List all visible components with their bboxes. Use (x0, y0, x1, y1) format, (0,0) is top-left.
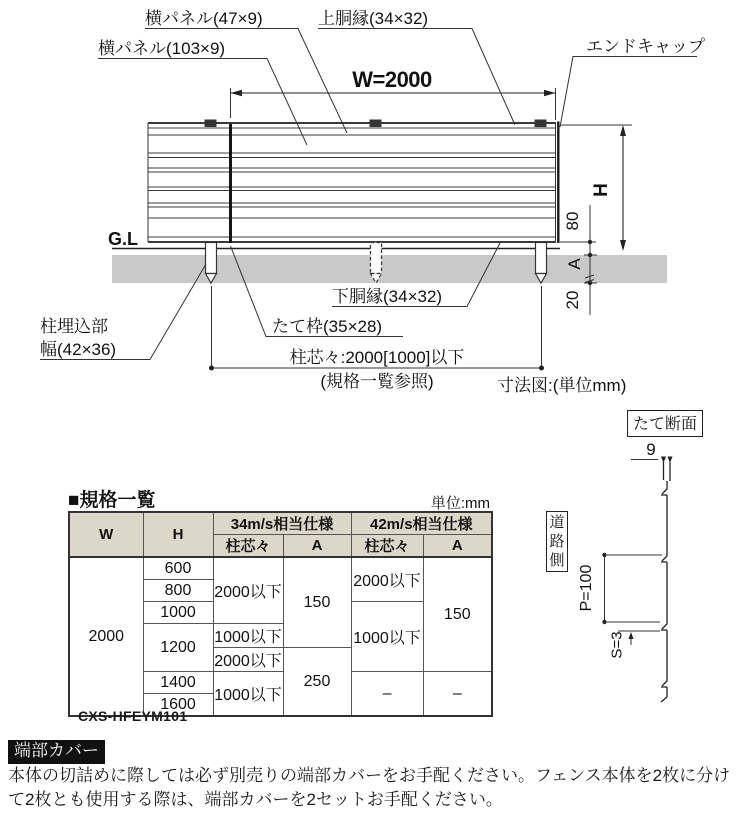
spec-cell: 2000以下 (213, 648, 283, 672)
spec-table (68, 511, 493, 717)
spec-cell: 2000以下 (213, 557, 283, 624)
spec-row (69, 512, 492, 535)
spec-cell: 1200 (143, 624, 213, 672)
road-side-box: 道路側 (546, 511, 568, 572)
spec-cell: W (69, 512, 143, 557)
spec-cell: H (143, 512, 213, 557)
height-dimension (560, 125, 632, 315)
post-pitch-label: 柱芯々:2000[1000]以下 (289, 348, 465, 367)
spec-cell: 1000以下 (213, 624, 283, 648)
note-badge: 端部カバー (8, 740, 105, 764)
unit-note: 寸法図:(単位mm) (497, 376, 627, 395)
section-title: たて断面 (633, 416, 698, 433)
h-dim-label: H (591, 183, 612, 197)
end-cover-note (8, 740, 738, 811)
panel103-label: 横パネル(103×9) (98, 39, 226, 58)
fence-panels (148, 123, 556, 242)
spec-cell: 1000以下 (351, 602, 423, 672)
section-pitch-label: P=100 (578, 564, 595, 612)
spec-cell: 800 (143, 580, 213, 602)
post-embed-label-2: 幅(42×36) (40, 340, 117, 359)
vertical-frame-label: たて枠(35×28) (272, 317, 383, 336)
spec-cell: 2000以下 (351, 557, 423, 602)
spec-cell: 柱芯々 (213, 535, 283, 558)
spec-cell: – (423, 672, 492, 717)
spec-cell: 1000 (143, 602, 213, 624)
spec-cell: 1000以下 (213, 672, 283, 717)
spec-cell: 2000 (69, 557, 143, 716)
top-rail-label: 上胴縁(34×32) (318, 9, 429, 28)
spec-cell: 34m/s相当仕様 (213, 512, 351, 535)
post-pitch-note: (規格一覧参照) (320, 372, 434, 391)
spec-cell: 250 (283, 648, 351, 717)
spec-cell: 600 (143, 557, 213, 580)
dim-20-label: 20 (563, 290, 582, 310)
post-embed-label-1: 柱埋込部 (40, 317, 108, 336)
spec-cell: 1400 (143, 672, 213, 694)
note-body: 本体の切詰めに際しては必ず別売りの端部カバーをお手配ください。フェンス本体を2枚に分けて2枚とも使用する際は、端部カバーを2セットお手配ください。 (8, 766, 731, 809)
width-dim-label: W=2000 (352, 67, 432, 92)
end-cap-label: エンドキャップ (586, 37, 705, 56)
spec-table-head (69, 512, 492, 557)
section-gap-label: S=3 (608, 631, 626, 659)
spec-cell: A (283, 535, 351, 558)
spec-cell: 42m/s相当仕様 (351, 512, 492, 535)
ground-level-label: G.L (108, 229, 138, 249)
dim-80-label: 80 (563, 211, 582, 231)
spec-table-body (69, 557, 492, 716)
section-title-box (627, 410, 703, 437)
section-dim-9: 9 (646, 440, 656, 459)
spec-cell: A (423, 535, 492, 558)
dim-a-label: A (565, 258, 584, 270)
section-profile (661, 462, 670, 702)
spec-cell: 150 (283, 557, 351, 648)
spec-unit-label: 単位:mm (430, 495, 490, 512)
spec-cell: 1600 (143, 694, 213, 717)
spec-table-title: ■規格一覧 (68, 490, 156, 511)
model-code: CXS-HFEYM101 (78, 708, 188, 724)
spec-cell: 柱芯々 (351, 535, 423, 558)
spec-cell: 150 (423, 557, 492, 672)
vertical-section (578, 440, 673, 702)
panel47-label: 横パネル(47×9) (145, 9, 263, 28)
width-dimension (231, 67, 556, 120)
spec-row (69, 557, 492, 580)
spec-cell: – (351, 672, 423, 717)
bottom-rail-label: 下胴縁(34×32) (332, 287, 443, 306)
